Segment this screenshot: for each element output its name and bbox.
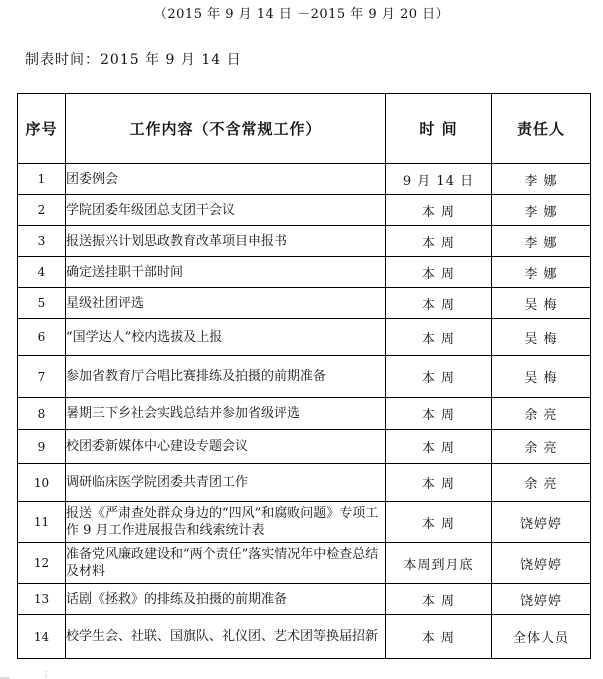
row-number: 8 [18,398,66,430]
work-content: 团委例会 [66,164,386,195]
work-content: 校学生会、社联、国旗队、礼仪团、艺术团等换届招新 [66,615,386,659]
work-content: 参加省教育厅合唱比赛排练及拍摄的前期准备 [66,356,386,398]
made-time: 制表时间：2015 年 9 月 14 日 [25,52,242,68]
responsible-person: 吴 梅 [492,356,591,398]
work-time: 本 周 [386,195,492,226]
work-content: 话剧《拯救》的排练及拍摄的前期准备 [66,584,386,615]
row-number: 2 [18,195,66,226]
responsible-person: 李 娜 [492,257,591,288]
responsible-person: 余 亮 [492,430,591,464]
row-number: 13 [18,584,66,615]
table-header-row [18,94,591,164]
table-row [18,584,591,615]
work-content: 准备党风廉政建设和“两个责任”落实情况年中检查总结及材料 [66,543,386,584]
column-header-person: 责任人 [492,94,591,164]
work-time: 本周到月底 [386,543,492,584]
work-content: 确定送挂职干部时间 [66,257,386,288]
work-time: 9 月 14 日 [386,164,492,195]
responsible-person: 余 亮 [492,398,591,430]
row-number: 6 [18,319,66,356]
table-row [18,164,591,195]
row-number: 7 [18,356,66,398]
table-row [18,288,591,319]
row-number: 9 [18,430,66,464]
page-corner-marks [0,671,60,679]
work-time: 本 周 [386,430,492,464]
row-number: 12 [18,543,66,584]
work-schedule-table [17,93,591,659]
work-time: 本 周 [386,615,492,659]
work-time: 本 周 [386,356,492,398]
work-time: 本 周 [386,257,492,288]
responsible-person: 全体人员 [492,615,591,659]
work-content: 学院团委年级团总支团干会议 [66,195,386,226]
table-row [18,615,591,659]
row-number: 5 [18,288,66,319]
row-number: 3 [18,226,66,257]
row-number: 4 [18,257,66,288]
responsible-person: 饶婷婷 [492,543,591,584]
table-row [18,430,591,464]
table-row [18,543,591,584]
responsible-person: 余 亮 [492,464,591,502]
responsible-person: 李 娜 [492,195,591,226]
work-time: 本 周 [386,464,492,502]
responsible-person: 吴 梅 [492,288,591,319]
work-content: 校团委新媒体中心建设专题会议 [66,430,386,464]
table-row [18,464,591,502]
responsible-person: 李 娜 [492,226,591,257]
date-range: （2015 年 9 月 14 日 －2015 年 9 月 20 日） [153,7,450,22]
responsible-person: 李 娜 [492,164,591,195]
column-header-time: 时 间 [386,94,492,164]
table-row [18,356,591,398]
work-content: 报送《严肃查处群众身边的“四风”和腐败问题》专项工作 9 月工作进展报告和线索统计表 [66,502,386,543]
work-content: 星级社团评选 [66,288,386,319]
work-content: 调研临床医学院团委共青团工作 [66,464,386,502]
table-row [18,257,591,288]
table-row [18,319,591,356]
work-time: 本 周 [386,502,492,543]
row-number: 14 [18,615,66,659]
column-header-content: 工作内容（不含常规工作） [66,94,386,164]
work-time: 本 周 [386,319,492,356]
responsible-person: 饶婷婷 [492,502,591,543]
work-content: “国学达人”校内选拔及上报 [66,319,386,356]
work-time: 本 周 [386,226,492,257]
work-content: 报送振兴计划思政教育改革项目申报书 [66,226,386,257]
work-time: 本 周 [386,398,492,430]
table-row [18,195,591,226]
responsible-person: 饶婷婷 [492,584,591,615]
column-header-no: 序号 [18,94,66,164]
work-time: 本 周 [386,288,492,319]
work-content: 暑期三下乡社会实践总结并参加省级评选 [66,398,386,430]
work-time: 本 周 [386,584,492,615]
table-row [18,502,591,543]
row-number: 10 [18,464,66,502]
row-number: 1 [18,164,66,195]
responsible-person: 吴 梅 [492,319,591,356]
row-number: 11 [18,502,66,543]
table-row [18,398,591,430]
table-row [18,226,591,257]
